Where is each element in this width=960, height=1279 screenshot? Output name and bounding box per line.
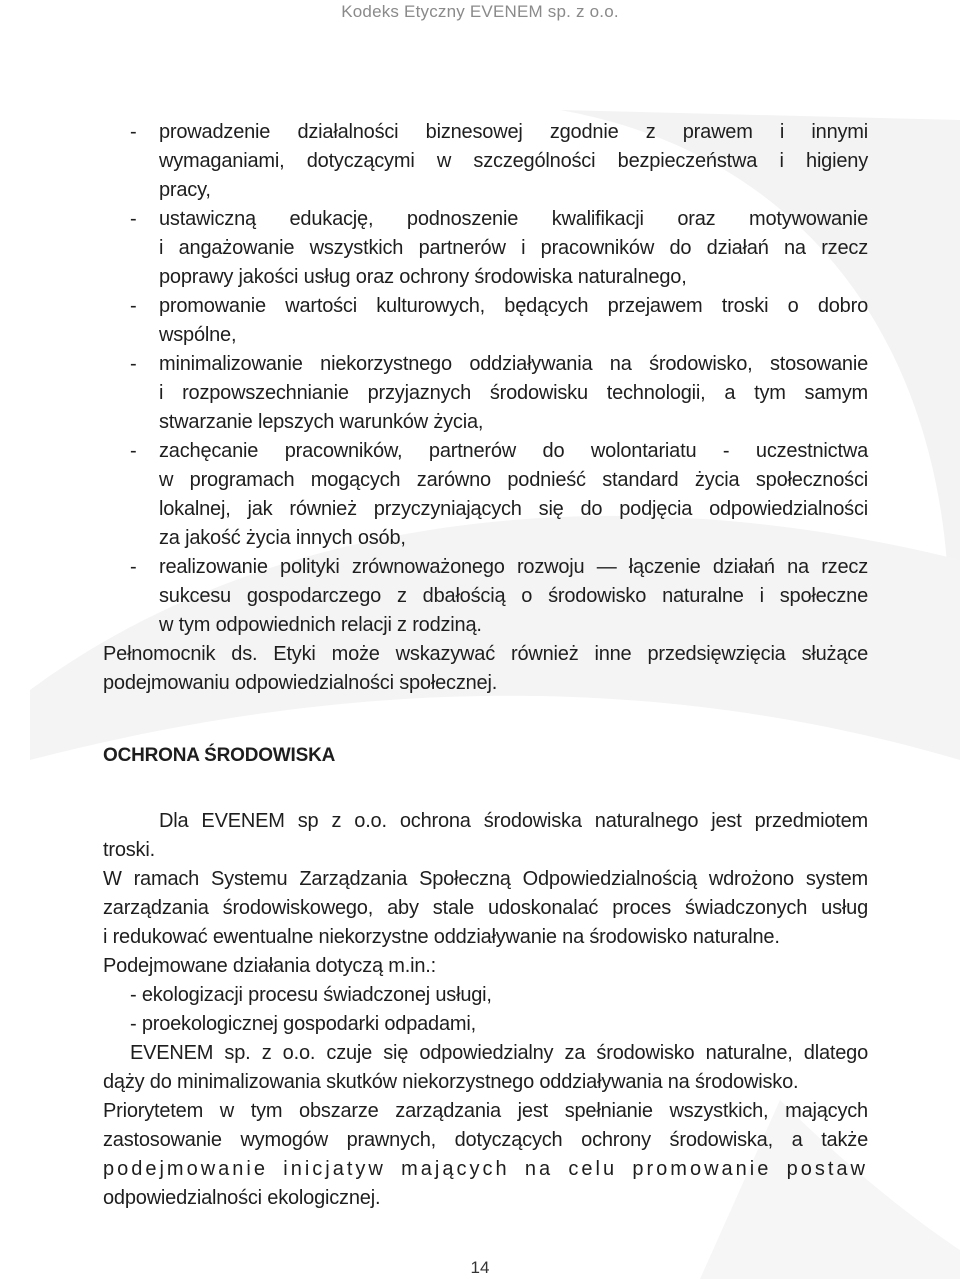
paragraph-dzialania: Podejmowane działania dotyczą m.in.:	[103, 955, 436, 977]
list-dash: -	[130, 556, 137, 578]
text-line: pracy,	[159, 179, 211, 201]
text-line: dąży do minimalizowania skutków niekorzystnego oddziaływania na środowisko.	[103, 1071, 799, 1093]
text-line: EVENEM sp. z o.o. czuje się odpowiedzialny za środowisko naturalne, dlatego	[130, 1042, 868, 1064]
list-dash: -	[130, 208, 137, 230]
list-dash: -	[130, 295, 137, 317]
text-line: i rozpowszechnianie przyjaznych środowisku technologii, a tym samym	[159, 382, 868, 404]
document-header: Kodeks Etyczny EVENEM sp. z o.o.	[341, 2, 619, 21]
text-line: stwarzanie lepszych warunków życia,	[159, 411, 484, 433]
paragraph-evenem	[103, 1039, 868, 1097]
text-line: podejmowanie inicjatyw mających na celu promowanie postaw	[103, 1158, 868, 1180]
text-line: minimalizowanie niekorzystnego oddziaływania na środowisko, stosowanie	[159, 353, 868, 375]
list-item	[103, 553, 868, 640]
text-line: odpowiedzialności ekologicznej.	[103, 1187, 381, 1209]
text-line: za jakość życia innych osób,	[159, 527, 406, 549]
list-dash: -	[130, 353, 137, 375]
text-line: W ramach Systemu Zarządzania Społeczną Odpowiedzialnością wdrożono system	[103, 868, 868, 890]
paragraph-pelnomocnik	[103, 640, 868, 698]
paragraph-intro	[103, 807, 868, 865]
section-heading: OCHRONA ŚRODOWISKA	[103, 745, 336, 766]
text-line: Priorytetem w tym obszarze zarządzania jest spełnianie wszystkich, mających	[103, 1100, 868, 1122]
paragraph-priorytet	[103, 1097, 868, 1213]
page-content	[103, 118, 868, 1213]
list-item	[103, 437, 868, 553]
text-line: wymaganiami, dotyczącymi w szczególności bezpieczeństwa i higieny	[159, 150, 868, 172]
text-line: troski.	[103, 839, 155, 861]
list-item	[103, 118, 868, 205]
list-dash: -	[130, 121, 137, 143]
text-line: Dla EVENEM sp z o.o. ochrona środowiska naturalnego jest przedmiotem	[159, 810, 868, 832]
text-line: lokalnej, jak również przyczyniających się do podjęcia odpowiedzialności	[159, 498, 868, 520]
text-line: zarządzania środowiskowego, aby stale udoskonalać proces świadczonych usług	[103, 897, 868, 919]
list-item: - ekologizacji procesu świadczonej usługi,	[130, 984, 492, 1006]
list-dash: -	[130, 440, 137, 462]
text-line: i redukować ewentualne niekorzystne oddziaływanie na środowisko naturalne.	[103, 926, 780, 948]
page-number: 14	[470, 1258, 490, 1277]
list-item	[103, 350, 868, 437]
text-line: i angażowanie wszystkich partnerów i pracowników do działań na rzecz	[159, 237, 868, 259]
text-line: Pełnomocnik ds. Etyki może wskazywać również inne przedsięwzięcia służące	[103, 643, 868, 665]
paragraph-system	[103, 865, 868, 952]
list-item: - proekologicznej gospodarki odpadami,	[130, 1013, 476, 1035]
text-line: zachęcanie pracowników, partnerów do wolontariatu - uczestnictwa	[159, 440, 868, 462]
text-line: promowanie wartości kulturowych, będących przejawem troski o dobro	[159, 295, 868, 317]
text-line: prowadzenie działalności biznesowej zgodnie z prawem i innymi	[159, 121, 868, 143]
text-line: sukcesu gospodarczego z dbałością o środowisko naturalne i społeczne	[159, 585, 868, 607]
text-line: w programach mogących zarówno podnieść standard życia społeczności	[159, 469, 868, 491]
list-item	[103, 292, 868, 350]
text-line: podejmowaniu odpowiedzialności społecznej.	[103, 672, 498, 694]
text-line: w tym odpowiednich relacji z rodziną.	[159, 614, 482, 636]
text-line: realizowanie polityki zrównoważonego rozwoju — łączenie działań na rzecz	[159, 556, 868, 578]
text-line: wspólne,	[159, 324, 237, 346]
text-line: poprawy jakości usług oraz ochrony środowiska naturalnego,	[159, 266, 687, 288]
list-item	[103, 205, 868, 292]
text-line: zastosowanie wymogów prawnych, dotyczących ochrony środowiska, a także	[103, 1129, 868, 1151]
text-line: ustawiczną edukację, podnoszenie kwalifikacji oraz motywowanie	[159, 208, 868, 230]
